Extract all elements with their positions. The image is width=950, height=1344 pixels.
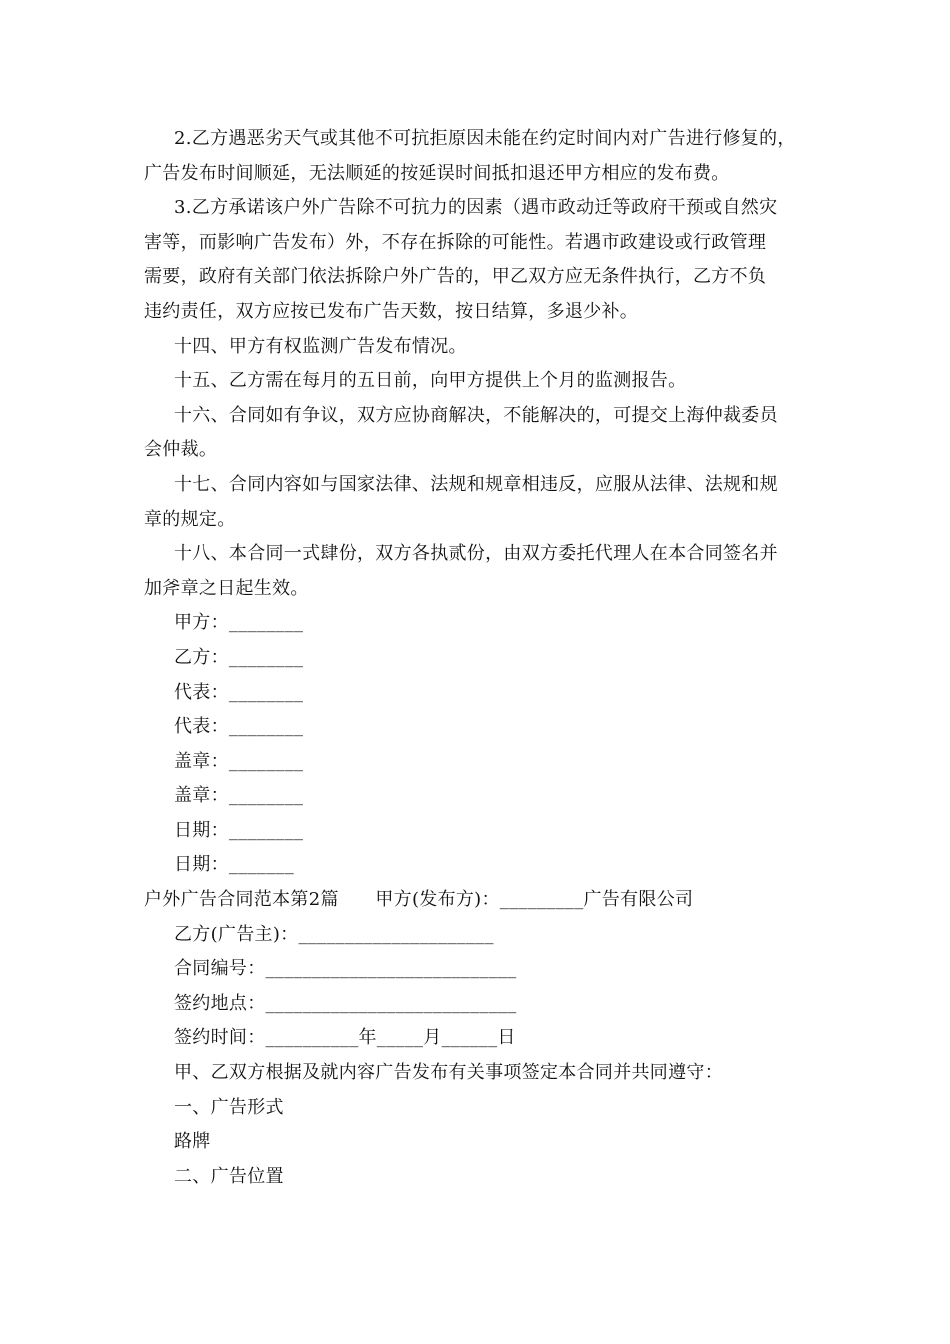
document-line: 广告发布时间顺延，无法顺延的按延误时间抵扣退还甲方相应的发布费。: [144, 162, 730, 184]
document-body: [144, 122, 816, 1194]
document-line: 2.乙方遇恶劣天气或其他不可抗拒原因未能在约定时间内对广告进行修复的，: [174, 128, 796, 149]
document-line: 章的规定。: [144, 508, 236, 530]
document-line: 甲方：________: [174, 612, 304, 634]
document-line: 路牌: [174, 1131, 211, 1153]
document-line: 签约时间：__________年_____月______日: [174, 1027, 516, 1049]
document-line: 代表：________: [174, 681, 304, 703]
document-line: 需要，政府有关部门依法拆除户外广告的，甲乙双方应无条件执行，乙方不负: [144, 266, 767, 288]
document-line: 3.乙方承诺该户外广告除不可抗力的因素（遇市政动迁等政府干预或自然灾: [174, 197, 778, 219]
document-line: 户外广告合同范本第2篇 甲方(发布方)：_________广告有限公司: [144, 889, 694, 911]
document-line: 乙方(广告主)：_____________________: [174, 923, 494, 945]
document-line: 十六、合同如有争议，双方应协商解决，不能解决的，可提交上海仲裁委员: [174, 404, 778, 426]
document-line: 日期：________: [174, 819, 304, 841]
document-line: 乙方：________: [174, 646, 304, 668]
document-line: 加斧章之日起生效。: [144, 577, 309, 599]
document-line: 十四、甲方有权监测广告发布情况。: [174, 335, 467, 357]
document-line: 签约地点：___________________________: [174, 992, 517, 1014]
document-line: 合同编号：___________________________: [174, 958, 517, 980]
document-line: 十七、合同内容如与国家法律、法规和规章相违反，应服从法律、法规和规: [174, 473, 778, 495]
document-line: 十八、本合同一式肆份，双方各执贰份，由双方委托代理人在本合同签名并: [174, 543, 778, 565]
document-line: 十五、乙方需在每月的五日前，向甲方提供上个月的监测报告。: [174, 370, 687, 392]
document-line: 违约责任，双方应按已发布广告天数，按日结算，多退少补。: [144, 300, 639, 322]
document-line: 一、广告形式: [174, 1096, 284, 1118]
document-line: 盖章：________: [174, 785, 304, 807]
document-line: 甲、乙双方根据及就内容广告发布有关事项签定本合同并共同遵守：: [174, 1062, 723, 1084]
document-line: 代表：________: [174, 716, 304, 738]
document-line: 会仲裁。: [144, 439, 218, 461]
document-line: 日期：_______: [174, 854, 294, 876]
document-line: 二、广告位置: [174, 1165, 284, 1187]
document-line: 盖章：________: [174, 750, 304, 772]
document-line: 害等，而影响广告发布）外，不存在拆除的可能性。若遇市政建设或行政管理: [144, 231, 767, 253]
